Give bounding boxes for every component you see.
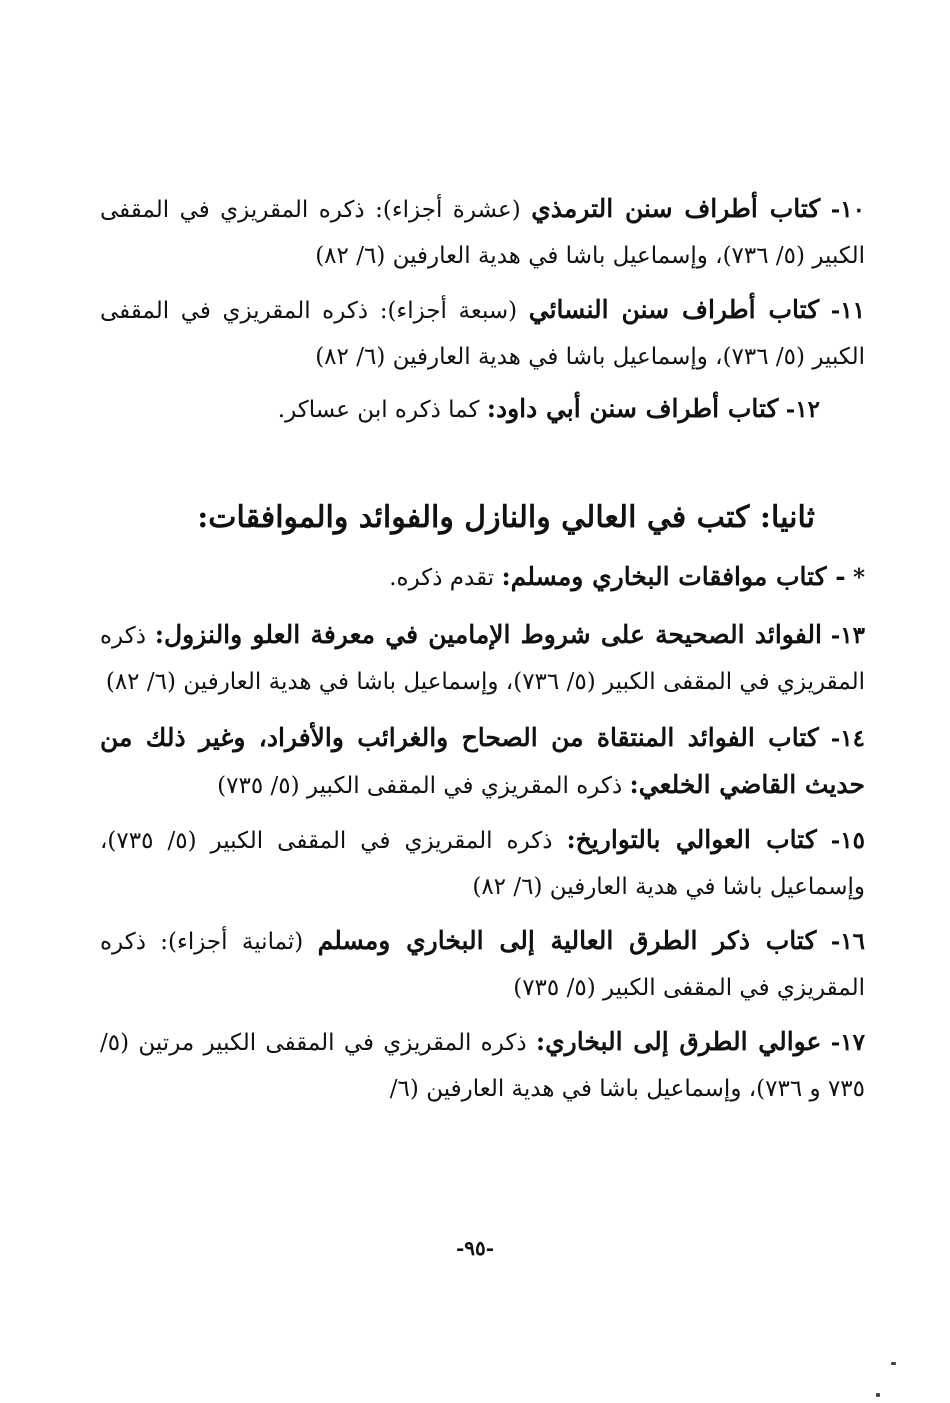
entry-text: تقدم ذكره. xyxy=(389,565,495,591)
entry-text: ذكره المقريزي في المقفى الكبير (٥/ ٧٣٥)، وإسماعيل باشا في هدية العارفين (٦/ ٨٢) xyxy=(100,828,865,900)
entry-15 xyxy=(100,817,865,910)
entry-title: كتاب أطراف سنن الترمذي xyxy=(531,194,821,223)
entry-16 xyxy=(100,918,865,1011)
entry-title: كتاب أطراف سنن النسائي xyxy=(528,295,820,324)
entry-text: ذكره المقريزي في المقفى الكبير (٥/ ٧٣٦)، وإسماعيل باشا في هدية العارفين (٦/ ٨٢) xyxy=(100,623,865,695)
entry-text: ذكره المقريزي في المقفى الكبير (٥/ ٧٣٥) xyxy=(217,773,623,799)
entry-number: ١١- xyxy=(830,297,865,324)
entry-10 xyxy=(100,186,865,279)
entry-number: ١٧- xyxy=(830,1029,866,1056)
entries-top xyxy=(100,186,865,433)
entry-13 xyxy=(100,612,865,705)
entry-11 xyxy=(100,287,865,380)
entry-17 xyxy=(100,1019,865,1112)
entry-title: كتاب الفوائد المنتقاة من الصحاح والغرائب والأفراد، وغير ذلك من حديث القاضي الخلعي: xyxy=(100,723,865,799)
section-heading: ثانيا: كتب في العالي والنازل والفوائد والموافقات: xyxy=(197,500,815,535)
entry-number: ١٦- xyxy=(830,928,866,955)
entry-text: (ثمانية أجزاء): ذكره المقريزي في المقفى الكبير (٥/ ٧٣٥) xyxy=(100,929,865,1001)
entry-number: ١٣- xyxy=(830,622,866,649)
asterisk-icon: * xyxy=(852,564,865,591)
entry-text: كما ذكره ابن عساكر. xyxy=(277,397,480,423)
entry-title: - كتاب موافقات البخاري ومسلم: xyxy=(501,562,846,591)
entry-text: ذكره المقريزي في المقفى الكبير مرتين (٥/ ٧٣٥ و ٧٣٦)، وإسماعيل باشا في هدية العارفين (٦/ xyxy=(100,1030,865,1102)
entry-title: كتاب ذكر الطرق العالية إلى البخاري ومسلم xyxy=(317,926,817,955)
entry-title: عوالي الطرق إلى البخاري: xyxy=(535,1027,822,1056)
entry-title: كتاب أطراف سنن أبي داود: xyxy=(486,394,779,423)
entry-number: ١٢- xyxy=(785,396,820,423)
entries-bottom xyxy=(100,612,865,1112)
entry-number: ١٤- xyxy=(830,725,865,752)
star-entry xyxy=(389,562,865,591)
entry-number: ١٠- xyxy=(830,196,866,223)
entry-text: (سبعة أجزاء): ذكره المقريزي في المقفى الكبير (٥/ ٧٣٦)، وإسماعيل باشا في هدية العارفين (٦/ ٨٢) xyxy=(100,298,865,370)
entry-12 xyxy=(100,386,865,433)
page-number: -٩٥- xyxy=(455,1236,495,1260)
scan-speck xyxy=(876,1393,880,1397)
entry-text: (عشرة أجزاء): ذكره المقريزي في المقفى الكبير (٥/ ٧٣٦)، وإسماعيل باشا في هدية العارفين (٦/ ٨٢) xyxy=(100,197,865,269)
entry-14 xyxy=(100,715,865,809)
entry-title: كتاب العوالي بالتواريخ: xyxy=(566,825,817,854)
entry-title: الفوائد الصحيحة على شروط الإمامين في معرفة العلو والنزول: xyxy=(154,620,822,649)
entry-number: ١٥- xyxy=(830,827,865,854)
scan-speck xyxy=(891,1362,896,1365)
